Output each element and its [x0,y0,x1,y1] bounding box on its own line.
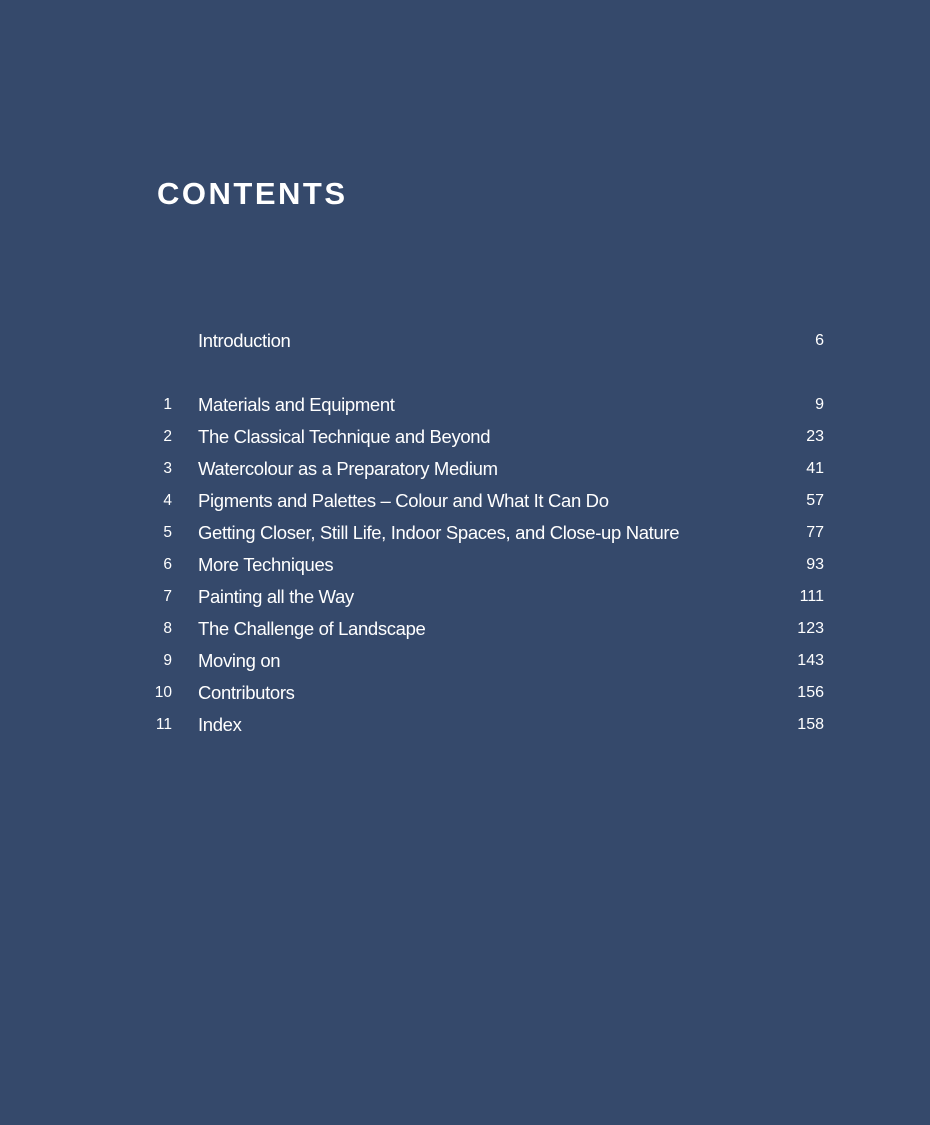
toc-entry[interactable] [150,613,824,645]
toc-list [0,389,930,741]
toc-entry[interactable] [150,645,824,677]
chapter-page-number: 93 [806,556,824,573]
chapter-number: 8 [163,620,172,637]
toc-entry[interactable] [150,421,824,453]
chapter-title: Contributors [198,682,295,703]
toc-entry[interactable] [150,549,824,581]
chapter-title: Materials and Equipment [198,394,395,415]
chapter-title: Getting Closer, Still Life, Indoor Spaces, and Close-up Nature [198,522,680,543]
chapter-page-number: 111 [799,588,824,605]
chapter-number: 3 [163,460,172,477]
chapter-page-number: 9 [815,396,824,413]
toc-entry[interactable] [150,453,824,485]
chapter-title: Painting all the Way [198,586,354,607]
chapter-page-number: 156 [797,684,824,701]
chapter-page-number: 123 [797,620,824,637]
chapter-number: 9 [163,652,172,669]
chapter-title: Index [198,714,242,735]
toc-entry-introduction[interactable] [150,325,824,357]
chapter-page-number: 77 [806,524,824,541]
chapter-page-number: 143 [797,652,824,669]
chapter-page-number: 41 [806,460,824,477]
toc-entry-title: Introduction [198,330,291,351]
toc-entry[interactable] [150,389,824,421]
toc-entry[interactable] [150,677,824,709]
chapter-number: 7 [163,588,172,605]
chapter-title: The Classical Technique and Beyond [198,426,491,447]
chapter-number: 11 [155,716,172,733]
chapter-title: Pigments and Palettes – Colour and What It Can Do [198,490,609,511]
toc-entry-page-number: 6 [815,332,824,349]
toc-entry[interactable] [150,709,824,741]
chapter-title: Watercolour as a Preparatory Medium [198,458,498,479]
chapter-title: Moving on [198,650,281,671]
chapter-number: 2 [163,428,172,445]
chapter-number: 4 [163,492,172,509]
chapter-number: 6 [163,556,172,573]
toc-entry[interactable] [150,517,824,549]
chapter-page-number: 57 [806,492,824,509]
chapter-title: The Challenge of Landscape [198,618,426,639]
page-title: CONTENTS [157,176,348,211]
chapter-page-number: 158 [797,716,824,733]
chapter-number: 10 [154,684,172,701]
chapter-title: More Techniques [198,554,334,575]
toc-entry[interactable] [150,485,824,517]
chapter-page-number: 23 [806,428,824,445]
chapter-number: 1 [163,396,172,413]
toc-entry[interactable] [150,581,824,613]
chapter-number: 5 [163,524,172,541]
